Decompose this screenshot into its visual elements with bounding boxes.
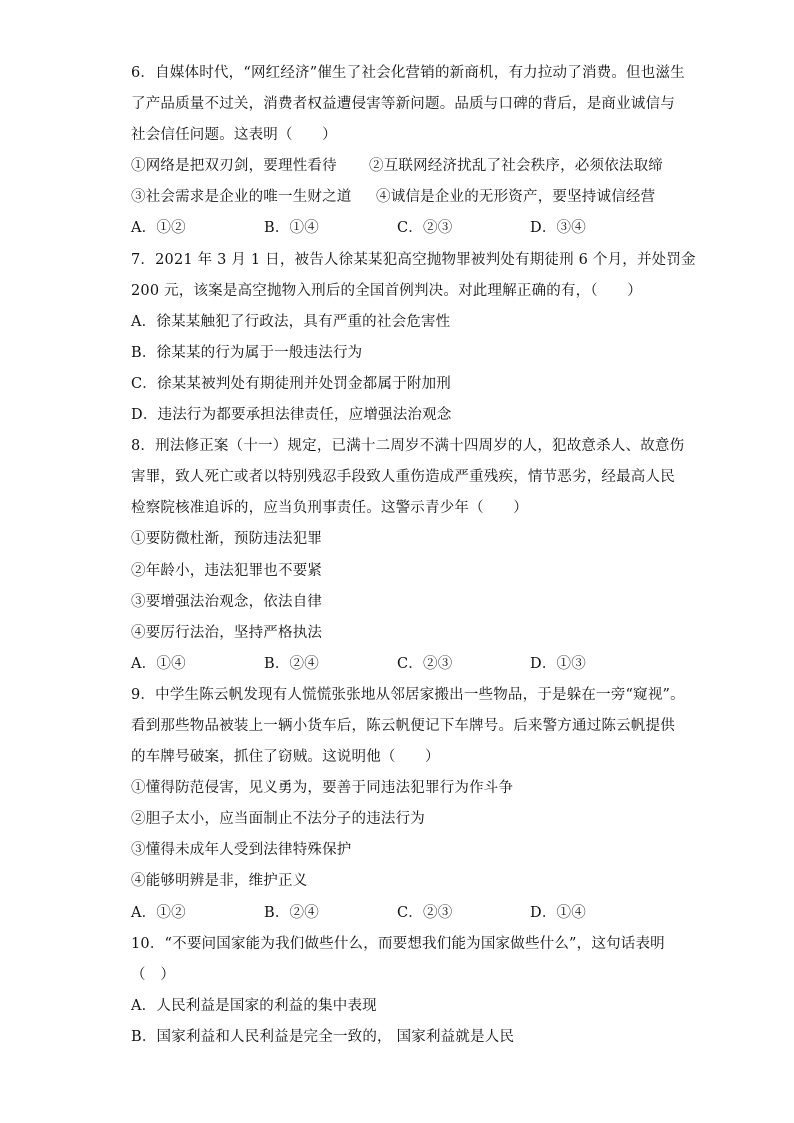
statement-4: ④诚信是企业的无形资产，要坚持诚信经营 [376, 189, 656, 206]
question-stem-line: 7．2021 年 3 月 1 日，被告人徐某某犯高空抛物罪被判处有期徒刑 6 个月，并处罚金 [131, 251, 696, 268]
option-a: A．人民利益是国家的利益的集中表现 [131, 997, 377, 1014]
question-stem-line: 社会信任问题。这表明（ ） [131, 127, 337, 144]
question-stem-line: 了产品质量不过关，消费者权益遭侵害等新问题。品质与口碑的背后，是商业诚信与 [131, 96, 675, 113]
statement-1: ①要防微杜渐，预防违法犯罪 [131, 531, 323, 548]
option-b: B．①④ [264, 220, 319, 237]
option-a: A．①② [131, 220, 186, 237]
option-b: B．②④ [264, 655, 319, 672]
statement-row [131, 182, 663, 213]
statement-2: ②年龄小，违法犯罪也不要紧 [131, 562, 323, 579]
question-10 [131, 929, 663, 1053]
statement-1: ①懂得防范侵害，见义勇为，要善于同违法犯罪行为作斗争 [131, 780, 514, 797]
question-6 [131, 58, 685, 245]
option-d: D．违法行为都要承担法律责任，应增强法治观念 [131, 407, 452, 424]
options-row [131, 649, 663, 680]
option-d: D．①③ [530, 655, 586, 672]
question-stem-line: 10．“不要问国家能为我们做些什么，而要想我们能为国家做些什么”，这句话表明 [131, 935, 665, 952]
option-c: C．徐某某被判处有期徒刑并处罚金都属于附加刑 [131, 375, 451, 392]
option-b: B．国家利益和人民利益是完全一致的， 国家利益就是人民 [131, 1028, 515, 1045]
option-a: A．徐某某触犯了行政法，具有严重的社会危害性 [131, 313, 451, 330]
statement-4: ④要厉行法治，坚持严格执法 [131, 624, 323, 641]
statement-1: ①网络是把双刃剑，要理性看待 [131, 158, 337, 175]
question-stem-line: 200 元，该案是高空抛物入刑后的全国首例判决。对此理解正确的有，（ ） [131, 282, 642, 299]
exam-page [131, 58, 696, 1053]
question-7 [131, 245, 696, 432]
statement-row [131, 151, 663, 182]
option-d: D．③④ [530, 220, 586, 237]
option-a: A．①② [131, 904, 186, 921]
options-row [131, 213, 663, 244]
question-stem-line: 的车牌号破案，抓住了窃贼。这说明他（ ） [131, 749, 440, 766]
option-b: B．徐某某的行为属于一般违法行为 [131, 344, 363, 361]
statement-2: ②胆子太小，应当面制止不法分子的违法行为 [131, 811, 425, 828]
statement-3: ③懂得未成年人受到法律特殊保护 [131, 842, 352, 859]
option-d: D．①④ [530, 904, 586, 921]
option-b: B．②④ [264, 904, 319, 921]
question-stem-line: 6．自媒体时代，“网红经济”催生了社会化营销的新商机，有力拉动了消费。但也滋生 [131, 65, 685, 81]
question-8 [131, 431, 685, 680]
option-c: C．②③ [397, 220, 453, 237]
question-stem-line: 检察院核准追诉的，应当负刑事责任。这警示青少年（ ） [131, 500, 528, 517]
question-stem-line: 9．中学生陈云帆发现有人慌慌张张地从邻居家搬出一些物品，于是躲在一旁“窥视”。 [131, 686, 685, 703]
statement-3: ③要增强法治观念，依法自律 [131, 593, 323, 610]
question-stem-line: 害罪，致人死亡或者以特别残忍手段致人重伤造成严重残疾，情节恶劣，经最高人民 [131, 469, 675, 486]
statement-3: ③社会需求是企业的唯一生财之道 [131, 189, 352, 206]
statement-4: ④能够明辨是非，维护正义 [131, 873, 308, 890]
statement-2: ②互联网经济扰乱了社会秩序，必须依法取缔 [369, 158, 663, 175]
question-stem-line: 看到那些物品被装上一辆小货车后，陈云帆便记下车牌号。后来警方通过陈云帆提供 [131, 717, 675, 734]
question-stem-line: 8．刑法修正案（十一）规定，已满十二周岁不满十四周岁的人，犯故意杀人、故意伤 [131, 438, 685, 455]
option-c: C．②③ [397, 655, 453, 672]
option-a: A．①④ [131, 655, 186, 672]
question-9 [131, 680, 685, 929]
option-c: C．②③ [397, 904, 453, 921]
options-row [131, 898, 663, 929]
question-stem-line: （ ） [131, 966, 176, 983]
